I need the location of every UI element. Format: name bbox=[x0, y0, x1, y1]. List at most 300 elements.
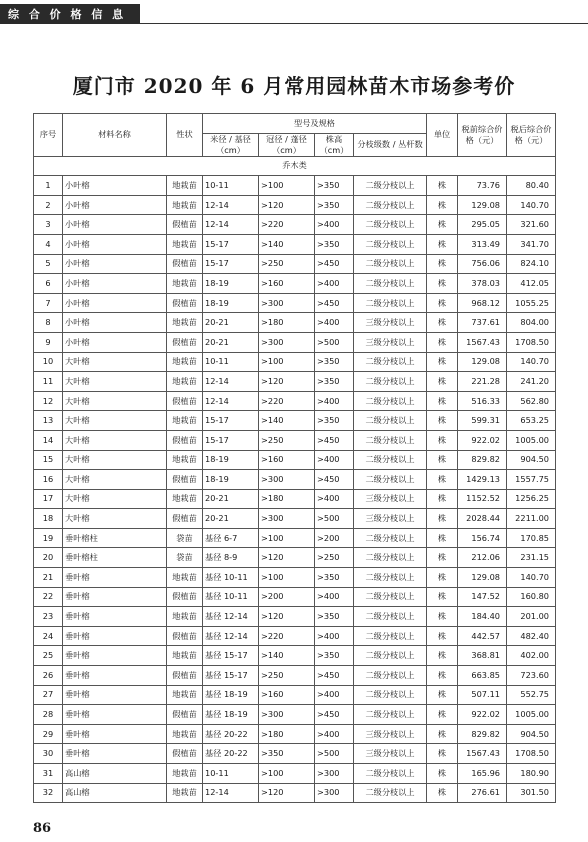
cell-diameter: 15-17 bbox=[203, 430, 259, 450]
cell-crown: >350 bbox=[259, 744, 315, 764]
cell-name: 大叶榕 bbox=[63, 430, 167, 450]
cell-branch: 二级分枝以上 bbox=[354, 352, 427, 372]
cell-unit: 株 bbox=[427, 274, 458, 294]
cell-pretax: 2028.44 bbox=[458, 509, 507, 529]
cell-crown: >120 bbox=[259, 548, 315, 568]
cell-height: >300 bbox=[315, 783, 354, 803]
cell-crown: >300 bbox=[259, 332, 315, 352]
cell-unit: 株 bbox=[427, 705, 458, 725]
cell-aftertax: 341.70 bbox=[507, 234, 556, 254]
cell-height: >350 bbox=[315, 195, 354, 215]
cell-unit: 株 bbox=[427, 450, 458, 470]
cell-seq: 29 bbox=[34, 724, 63, 744]
cell-type: 假植苗 bbox=[167, 509, 203, 529]
cell-unit: 株 bbox=[427, 313, 458, 333]
cell-crown: >300 bbox=[259, 509, 315, 529]
cell-crown: >300 bbox=[259, 293, 315, 313]
cell-unit: 株 bbox=[427, 666, 458, 686]
cell-unit: 株 bbox=[427, 509, 458, 529]
cell-diameter: 基径 8-9 bbox=[203, 548, 259, 568]
cell-branch: 二级分枝以上 bbox=[354, 528, 427, 548]
cell-unit: 株 bbox=[427, 528, 458, 548]
cell-diameter: 12-14 bbox=[203, 215, 259, 235]
cell-branch: 二级分枝以上 bbox=[354, 234, 427, 254]
cell-branch: 二级分枝以上 bbox=[354, 705, 427, 725]
cell-unit: 株 bbox=[427, 646, 458, 666]
cell-name: 垂叶榕柱 bbox=[63, 528, 167, 548]
cell-height: >350 bbox=[315, 411, 354, 431]
cell-seq: 31 bbox=[34, 764, 63, 784]
cell-unit: 株 bbox=[427, 607, 458, 627]
table-row bbox=[34, 176, 556, 196]
table-row bbox=[34, 528, 556, 548]
cell-pretax: 221.28 bbox=[458, 372, 507, 392]
cell-unit: 株 bbox=[427, 626, 458, 646]
cell-unit: 株 bbox=[427, 430, 458, 450]
cell-height: >400 bbox=[315, 450, 354, 470]
table-row bbox=[34, 254, 556, 274]
cell-diameter: 18-19 bbox=[203, 293, 259, 313]
header-unit: 单位 bbox=[427, 114, 458, 157]
cell-diameter: 12-14 bbox=[203, 783, 259, 803]
cell-type: 袋苗 bbox=[167, 548, 203, 568]
cell-name: 大叶榕 bbox=[63, 470, 167, 490]
cell-diameter: 基径 12-14 bbox=[203, 626, 259, 646]
cell-crown: >250 bbox=[259, 430, 315, 450]
cell-type: 地栽苗 bbox=[167, 568, 203, 588]
table-row bbox=[34, 450, 556, 470]
header-diameter: 米径 / 基径（cm） bbox=[203, 133, 259, 156]
cell-aftertax: 1557.75 bbox=[507, 470, 556, 490]
cell-height: >200 bbox=[315, 528, 354, 548]
cell-type: 地栽苗 bbox=[167, 372, 203, 392]
cell-pretax: 1429.13 bbox=[458, 470, 507, 490]
cell-aftertax: 1256.25 bbox=[507, 489, 556, 509]
cell-name: 垂叶榕 bbox=[63, 724, 167, 744]
cell-branch: 二级分枝以上 bbox=[354, 568, 427, 588]
cell-diameter: 基径 10-11 bbox=[203, 587, 259, 607]
cell-type: 地栽苗 bbox=[167, 764, 203, 784]
cell-crown: >100 bbox=[259, 176, 315, 196]
cell-crown: >120 bbox=[259, 372, 315, 392]
cell-name: 垂叶榕 bbox=[63, 666, 167, 686]
cell-branch: 二级分枝以上 bbox=[354, 195, 427, 215]
cell-name: 垂叶榕 bbox=[63, 705, 167, 725]
cell-unit: 株 bbox=[427, 724, 458, 744]
cell-pretax: 184.40 bbox=[458, 607, 507, 627]
cell-branch: 二级分枝以上 bbox=[354, 626, 427, 646]
cell-branch: 二级分枝以上 bbox=[354, 254, 427, 274]
cell-crown: >180 bbox=[259, 489, 315, 509]
cell-crown: >250 bbox=[259, 666, 315, 686]
cell-type: 地栽苗 bbox=[167, 685, 203, 705]
cell-name: 小叶榕 bbox=[63, 234, 167, 254]
cell-branch: 二级分枝以上 bbox=[354, 666, 427, 686]
price-table bbox=[33, 113, 556, 803]
cell-height: >400 bbox=[315, 391, 354, 411]
cell-seq: 25 bbox=[34, 646, 63, 666]
cell-type: 假植苗 bbox=[167, 254, 203, 274]
table-row bbox=[34, 411, 556, 431]
cell-crown: >100 bbox=[259, 568, 315, 588]
cell-seq: 11 bbox=[34, 372, 63, 392]
cell-aftertax: 412.05 bbox=[507, 274, 556, 294]
cell-pretax: 378.03 bbox=[458, 274, 507, 294]
cell-type: 地栽苗 bbox=[167, 176, 203, 196]
cell-seq: 19 bbox=[34, 528, 63, 548]
table-row bbox=[34, 489, 556, 509]
cell-aftertax: 2211.00 bbox=[507, 509, 556, 529]
cell-seq: 8 bbox=[34, 313, 63, 333]
cell-aftertax: 160.80 bbox=[507, 587, 556, 607]
cell-aftertax: 402.00 bbox=[507, 646, 556, 666]
table-row bbox=[34, 568, 556, 588]
cell-seq: 27 bbox=[34, 685, 63, 705]
cell-height: >450 bbox=[315, 666, 354, 686]
table-row bbox=[34, 215, 556, 235]
cell-aftertax: 201.00 bbox=[507, 607, 556, 627]
table-row bbox=[34, 293, 556, 313]
cell-height: >350 bbox=[315, 568, 354, 588]
cell-diameter: 基径 18-19 bbox=[203, 705, 259, 725]
cell-seq: 14 bbox=[34, 430, 63, 450]
cell-type: 地栽苗 bbox=[167, 489, 203, 509]
cell-branch: 三级分枝以上 bbox=[354, 724, 427, 744]
table-row bbox=[34, 470, 556, 490]
header-rule bbox=[140, 23, 588, 24]
cell-aftertax: 241.20 bbox=[507, 372, 556, 392]
table-row bbox=[34, 313, 556, 333]
cell-unit: 株 bbox=[427, 587, 458, 607]
cell-crown: >160 bbox=[259, 450, 315, 470]
cell-branch: 三级分枝以上 bbox=[354, 509, 427, 529]
cell-diameter: 10-11 bbox=[203, 764, 259, 784]
cell-height: >350 bbox=[315, 234, 354, 254]
page-number: 86 bbox=[33, 821, 52, 836]
cell-unit: 株 bbox=[427, 352, 458, 372]
cell-aftertax: 804.00 bbox=[507, 313, 556, 333]
cell-pretax: 129.08 bbox=[458, 568, 507, 588]
cell-name: 大叶榕 bbox=[63, 372, 167, 392]
cell-branch: 二级分枝以上 bbox=[354, 215, 427, 235]
cell-crown: >220 bbox=[259, 626, 315, 646]
cell-crown: >160 bbox=[259, 274, 315, 294]
header-pretax: 税前综合价格（元） bbox=[458, 114, 507, 157]
cell-unit: 株 bbox=[427, 411, 458, 431]
cell-unit: 株 bbox=[427, 293, 458, 313]
table-row bbox=[34, 626, 556, 646]
cell-diameter: 基径 15-17 bbox=[203, 666, 259, 686]
cell-diameter: 18-19 bbox=[203, 274, 259, 294]
cell-branch: 二级分枝以上 bbox=[354, 411, 427, 431]
cell-crown: >180 bbox=[259, 313, 315, 333]
cell-aftertax: 824.10 bbox=[507, 254, 556, 274]
cell-pretax: 516.33 bbox=[458, 391, 507, 411]
cell-diameter: 15-17 bbox=[203, 234, 259, 254]
cell-seq: 4 bbox=[34, 234, 63, 254]
table-row bbox=[34, 195, 556, 215]
cell-diameter: 20-21 bbox=[203, 489, 259, 509]
cell-type: 地栽苗 bbox=[167, 724, 203, 744]
cell-name: 大叶榕 bbox=[63, 411, 167, 431]
cell-diameter: 12-14 bbox=[203, 372, 259, 392]
cell-seq: 32 bbox=[34, 783, 63, 803]
cell-diameter: 20-21 bbox=[203, 313, 259, 333]
cell-height: >350 bbox=[315, 176, 354, 196]
table-row bbox=[34, 724, 556, 744]
cell-crown: >140 bbox=[259, 646, 315, 666]
cell-name: 垂叶榕 bbox=[63, 568, 167, 588]
table-row bbox=[34, 391, 556, 411]
cell-pretax: 156.74 bbox=[458, 528, 507, 548]
table-row bbox=[34, 430, 556, 450]
cell-unit: 株 bbox=[427, 548, 458, 568]
cell-diameter: 10-11 bbox=[203, 176, 259, 196]
section-header-label: 综 合 价 格 信 息 bbox=[8, 8, 127, 21]
cell-height: >350 bbox=[315, 607, 354, 627]
cell-branch: 二级分枝以上 bbox=[354, 293, 427, 313]
cell-name: 小叶榕 bbox=[63, 176, 167, 196]
cell-branch: 二级分枝以上 bbox=[354, 176, 427, 196]
cell-pretax: 276.61 bbox=[458, 783, 507, 803]
cell-diameter: 15-17 bbox=[203, 411, 259, 431]
cell-pretax: 829.82 bbox=[458, 724, 507, 744]
cell-aftertax: 482.40 bbox=[507, 626, 556, 646]
cell-type: 地栽苗 bbox=[167, 352, 203, 372]
header-name: 材料名称 bbox=[63, 114, 167, 157]
cell-seq: 17 bbox=[34, 489, 63, 509]
cell-aftertax: 904.50 bbox=[507, 724, 556, 744]
cell-type: 地栽苗 bbox=[167, 783, 203, 803]
cell-diameter: 基径 18-19 bbox=[203, 685, 259, 705]
cell-unit: 株 bbox=[427, 744, 458, 764]
cell-seq: 13 bbox=[34, 411, 63, 431]
cell-seq: 30 bbox=[34, 744, 63, 764]
cell-name: 高山榕 bbox=[63, 783, 167, 803]
cell-aftertax: 140.70 bbox=[507, 352, 556, 372]
cell-type: 假植苗 bbox=[167, 293, 203, 313]
cell-aftertax: 140.70 bbox=[507, 568, 556, 588]
cell-type: 假植苗 bbox=[167, 666, 203, 686]
cell-pretax: 212.06 bbox=[458, 548, 507, 568]
table-row bbox=[34, 685, 556, 705]
cell-seq: 6 bbox=[34, 274, 63, 294]
cell-height: >300 bbox=[315, 764, 354, 784]
cell-height: >450 bbox=[315, 470, 354, 490]
cell-type: 地栽苗 bbox=[167, 274, 203, 294]
table-row bbox=[34, 234, 556, 254]
cell-branch: 二级分枝以上 bbox=[354, 587, 427, 607]
cell-seq: 2 bbox=[34, 195, 63, 215]
cell-type: 地栽苗 bbox=[167, 607, 203, 627]
cell-name: 大叶榕 bbox=[63, 391, 167, 411]
cell-aftertax: 1005.00 bbox=[507, 705, 556, 725]
cell-seq: 9 bbox=[34, 332, 63, 352]
cell-diameter: 10-11 bbox=[203, 352, 259, 372]
cell-name: 垂叶榕 bbox=[63, 646, 167, 666]
cell-crown: >100 bbox=[259, 352, 315, 372]
table-row bbox=[34, 274, 556, 294]
cell-name: 高山榕 bbox=[63, 764, 167, 784]
header-spec-group: 型号及规格 bbox=[203, 114, 427, 134]
cell-aftertax: 140.70 bbox=[507, 195, 556, 215]
table-row bbox=[34, 666, 556, 686]
cell-diameter: 基径 15-17 bbox=[203, 646, 259, 666]
cell-unit: 株 bbox=[427, 176, 458, 196]
cell-pretax: 313.49 bbox=[458, 234, 507, 254]
cell-branch: 二级分枝以上 bbox=[354, 372, 427, 392]
cell-height: >350 bbox=[315, 372, 354, 392]
cell-unit: 株 bbox=[427, 568, 458, 588]
cell-type: 地栽苗 bbox=[167, 450, 203, 470]
cell-seq: 18 bbox=[34, 509, 63, 529]
cell-crown: >160 bbox=[259, 685, 315, 705]
cell-type: 假植苗 bbox=[167, 391, 203, 411]
cell-unit: 株 bbox=[427, 372, 458, 392]
cell-aftertax: 1708.50 bbox=[507, 332, 556, 352]
cell-type: 假植苗 bbox=[167, 705, 203, 725]
cell-aftertax: 231.15 bbox=[507, 548, 556, 568]
cell-unit: 株 bbox=[427, 391, 458, 411]
cell-pretax: 129.08 bbox=[458, 352, 507, 372]
cell-aftertax: 1055.25 bbox=[507, 293, 556, 313]
cell-branch: 二级分枝以上 bbox=[354, 430, 427, 450]
cell-pretax: 73.76 bbox=[458, 176, 507, 196]
cell-pretax: 507.11 bbox=[458, 685, 507, 705]
cell-crown: >120 bbox=[259, 783, 315, 803]
cell-aftertax: 180.90 bbox=[507, 764, 556, 784]
cell-unit: 株 bbox=[427, 254, 458, 274]
cell-type: 地栽苗 bbox=[167, 411, 203, 431]
cell-pretax: 1567.43 bbox=[458, 744, 507, 764]
cell-aftertax: 723.60 bbox=[507, 666, 556, 686]
cell-crown: >100 bbox=[259, 764, 315, 784]
cell-diameter: 基径 6-7 bbox=[203, 528, 259, 548]
cell-height: >450 bbox=[315, 293, 354, 313]
cell-unit: 株 bbox=[427, 489, 458, 509]
page-title: 厦门市 2020 年 6 月常用园林苗木市场参考价 bbox=[72, 74, 516, 98]
cell-pretax: 968.12 bbox=[458, 293, 507, 313]
cell-branch: 二级分枝以上 bbox=[354, 783, 427, 803]
cell-pretax: 1152.52 bbox=[458, 489, 507, 509]
cell-unit: 株 bbox=[427, 685, 458, 705]
cell-crown: >100 bbox=[259, 528, 315, 548]
cell-unit: 株 bbox=[427, 332, 458, 352]
table-row bbox=[34, 607, 556, 627]
cell-height: >450 bbox=[315, 705, 354, 725]
cell-name: 小叶榕 bbox=[63, 195, 167, 215]
cell-crown: >200 bbox=[259, 587, 315, 607]
cell-height: >400 bbox=[315, 215, 354, 235]
cell-name: 大叶榕 bbox=[63, 489, 167, 509]
cell-seq: 24 bbox=[34, 626, 63, 646]
table-row bbox=[34, 705, 556, 725]
header-height: 株高（cm） bbox=[315, 133, 354, 156]
cell-type: 假植苗 bbox=[167, 430, 203, 450]
cell-aftertax: 562.80 bbox=[507, 391, 556, 411]
header-branch: 分枝级数 / 丛杆数 bbox=[354, 133, 427, 156]
cell-crown: >220 bbox=[259, 391, 315, 411]
cell-aftertax: 301.50 bbox=[507, 783, 556, 803]
cell-unit: 株 bbox=[427, 234, 458, 254]
cell-name: 大叶榕 bbox=[63, 352, 167, 372]
table-row bbox=[34, 646, 556, 666]
cell-crown: >250 bbox=[259, 254, 315, 274]
cell-height: >400 bbox=[315, 313, 354, 333]
table-row bbox=[34, 352, 556, 372]
cell-branch: 二级分枝以上 bbox=[354, 685, 427, 705]
cell-name: 大叶榕 bbox=[63, 509, 167, 529]
cell-seq: 10 bbox=[34, 352, 63, 372]
cell-branch: 二级分枝以上 bbox=[354, 391, 427, 411]
cell-type: 假植苗 bbox=[167, 215, 203, 235]
cell-branch: 二级分枝以上 bbox=[354, 607, 427, 627]
cell-height: >400 bbox=[315, 626, 354, 646]
cell-name: 小叶榕 bbox=[63, 293, 167, 313]
cell-type: 地栽苗 bbox=[167, 313, 203, 333]
cell-type: 假植苗 bbox=[167, 470, 203, 490]
cell-diameter: 基径 20-22 bbox=[203, 724, 259, 744]
table-row bbox=[34, 332, 556, 352]
cell-name: 大叶榕 bbox=[63, 450, 167, 470]
cell-aftertax: 321.60 bbox=[507, 215, 556, 235]
cell-diameter: 18-19 bbox=[203, 450, 259, 470]
table-row bbox=[34, 372, 556, 392]
cell-seq: 7 bbox=[34, 293, 63, 313]
cell-pretax: 129.08 bbox=[458, 195, 507, 215]
cell-branch: 二级分枝以上 bbox=[354, 450, 427, 470]
cell-diameter: 15-17 bbox=[203, 254, 259, 274]
cell-diameter: 20-21 bbox=[203, 509, 259, 529]
cell-pretax: 922.02 bbox=[458, 430, 507, 450]
cell-name: 垂叶榕 bbox=[63, 587, 167, 607]
cell-height: >350 bbox=[315, 646, 354, 666]
cell-height: >450 bbox=[315, 254, 354, 274]
cell-seq: 16 bbox=[34, 470, 63, 490]
cell-type: 地栽苗 bbox=[167, 646, 203, 666]
cell-pretax: 599.31 bbox=[458, 411, 507, 431]
cell-unit: 株 bbox=[427, 215, 458, 235]
cell-aftertax: 1708.50 bbox=[507, 744, 556, 764]
cell-pretax: 295.05 bbox=[458, 215, 507, 235]
cell-pretax: 829.82 bbox=[458, 450, 507, 470]
cell-aftertax: 653.25 bbox=[507, 411, 556, 431]
header-crown: 冠径 / 蓬径（cm） bbox=[259, 133, 315, 156]
cell-name: 小叶榕 bbox=[63, 274, 167, 294]
cell-aftertax: 552.75 bbox=[507, 685, 556, 705]
cell-height: >500 bbox=[315, 332, 354, 352]
cell-type: 假植苗 bbox=[167, 626, 203, 646]
table-row bbox=[34, 764, 556, 784]
cell-height: >500 bbox=[315, 744, 354, 764]
cell-name: 垂叶榕 bbox=[63, 685, 167, 705]
cell-crown: >180 bbox=[259, 724, 315, 744]
cell-name: 垂叶榕 bbox=[63, 744, 167, 764]
cell-name: 垂叶榕 bbox=[63, 607, 167, 627]
table-row bbox=[34, 548, 556, 568]
cell-type: 假植苗 bbox=[167, 332, 203, 352]
header-seq: 序号 bbox=[34, 114, 63, 157]
header-aftertax: 税后综合价格（元） bbox=[507, 114, 556, 157]
cell-diameter: 12-14 bbox=[203, 195, 259, 215]
section-row-title: 乔木类 bbox=[34, 156, 556, 176]
cell-pretax: 368.81 bbox=[458, 646, 507, 666]
cell-name: 小叶榕 bbox=[63, 332, 167, 352]
cell-seq: 12 bbox=[34, 391, 63, 411]
cell-diameter: 基径 10-11 bbox=[203, 568, 259, 588]
cell-seq: 21 bbox=[34, 568, 63, 588]
cell-pretax: 442.57 bbox=[458, 626, 507, 646]
